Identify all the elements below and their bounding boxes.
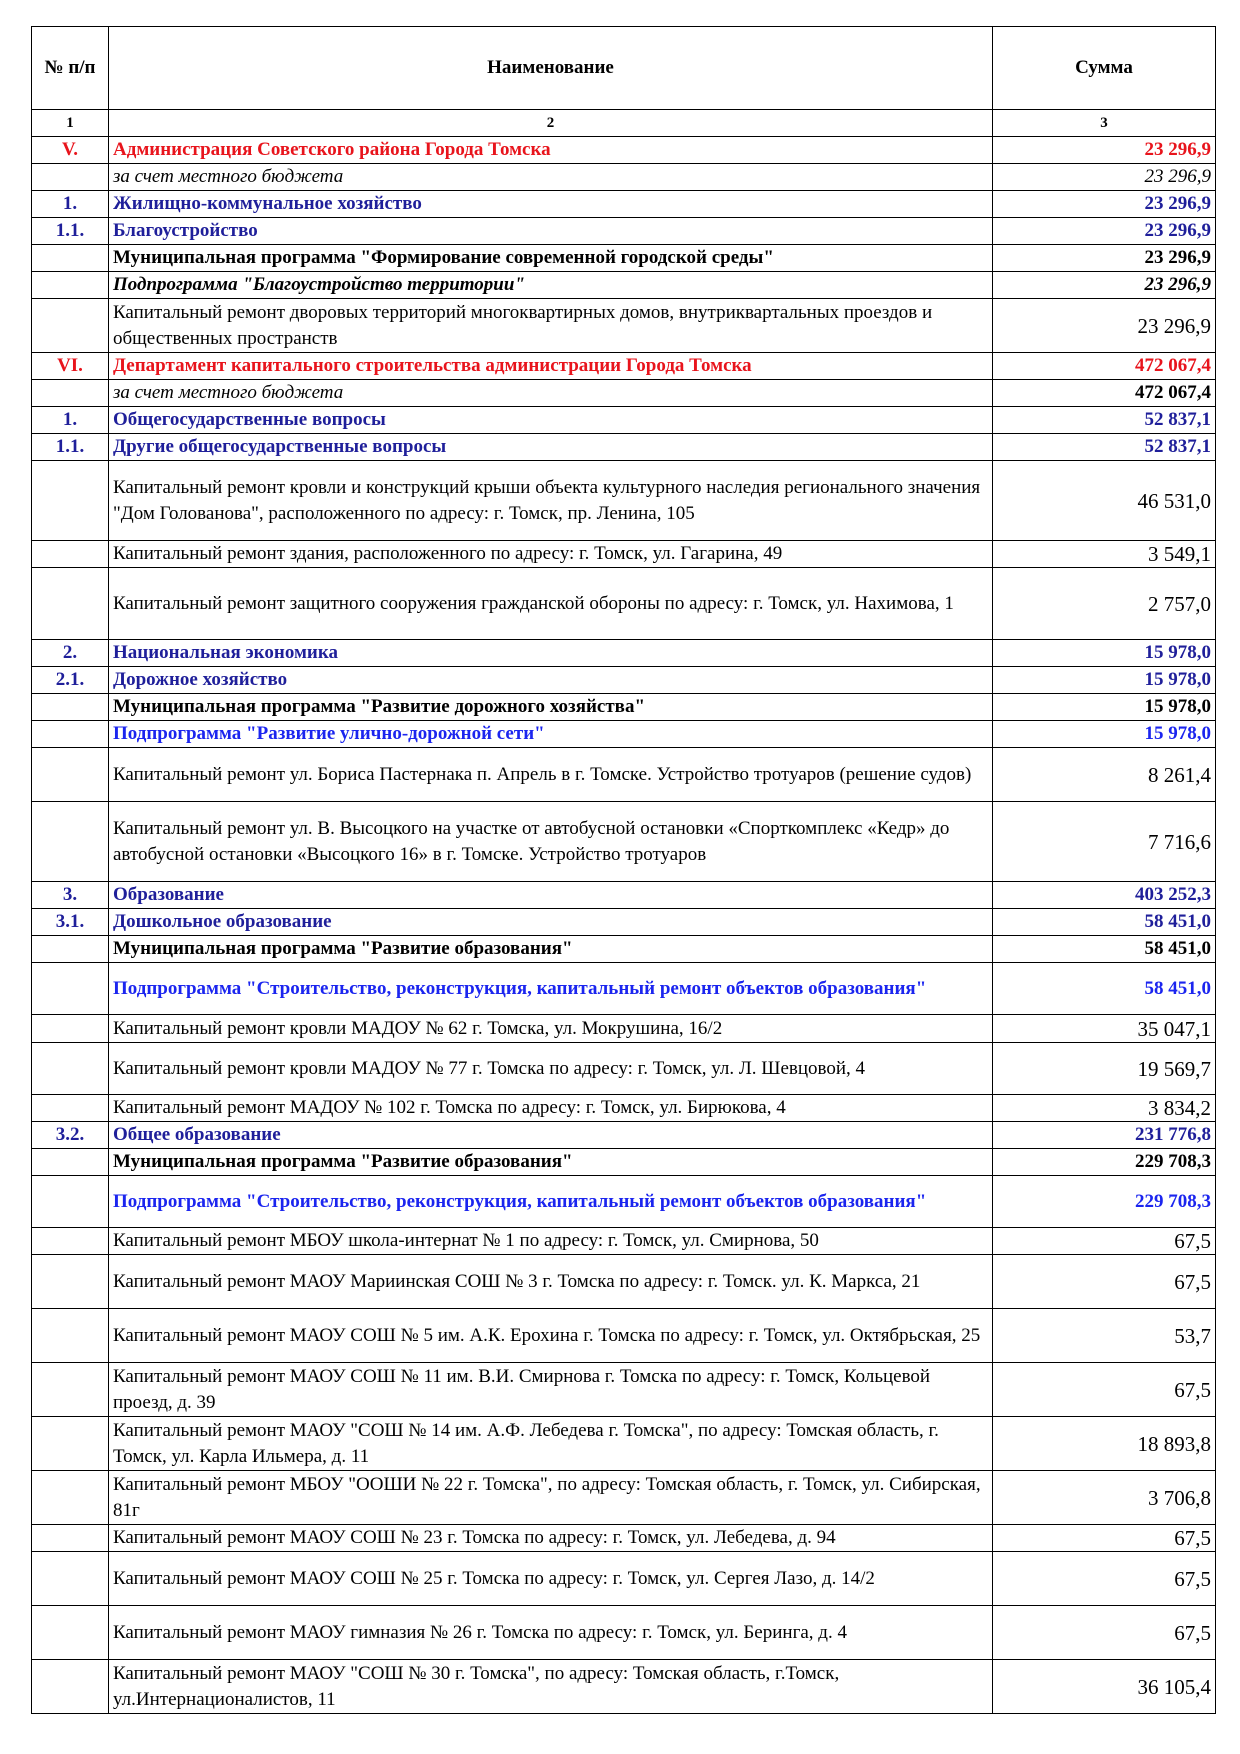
row-name: Капитальный ремонт МБОУ школа-интернат № 1 по адресу: г. Томск, ул. Смирнова, 50 xyxy=(109,1228,993,1255)
row-number xyxy=(32,1471,109,1525)
table-row xyxy=(32,245,1216,272)
row-number xyxy=(32,1525,109,1552)
row-sum: 67,5 xyxy=(993,1228,1216,1255)
row-sum: 23 296,9 xyxy=(993,272,1216,299)
table-row xyxy=(32,1309,1216,1363)
column-index-3: 3 xyxy=(993,110,1216,137)
row-name: Капитальный ремонт дворовых территорий многоквартирных домов, внутриквартальных проездов и общественных пространств xyxy=(109,299,993,353)
row-sum: 67,5 xyxy=(993,1606,1216,1660)
row-number: 3.1. xyxy=(32,909,109,936)
column-index-1: 1 xyxy=(32,110,109,137)
row-sum: 46 531,0 xyxy=(993,461,1216,541)
table-row xyxy=(32,1228,1216,1255)
row-number xyxy=(32,1660,109,1714)
row-name: Дорожное хозяйство xyxy=(109,667,993,694)
row-sum: 52 837,1 xyxy=(993,407,1216,434)
row-sum: 3 549,1 xyxy=(993,541,1216,568)
header-sum: Сумма xyxy=(993,27,1216,110)
row-number: 2. xyxy=(32,640,109,667)
row-number: 1. xyxy=(32,191,109,218)
row-sum: 8 261,4 xyxy=(993,748,1216,802)
table-row xyxy=(32,694,1216,721)
row-number: 2.1. xyxy=(32,667,109,694)
table-row xyxy=(32,1552,1216,1606)
row-number xyxy=(32,380,109,407)
row-number xyxy=(32,1043,109,1095)
row-name: Благоустройство xyxy=(109,218,993,245)
table-row xyxy=(32,191,1216,218)
budget-table xyxy=(31,26,1216,1714)
table-row xyxy=(32,936,1216,963)
row-name: Капитальный ремонт кровли МАДОУ № 77 г. Томска по адресу: г. Томск, ул. Л. Шевцовой, 4 xyxy=(109,1043,993,1095)
row-sum: 15 978,0 xyxy=(993,721,1216,748)
row-sum: 67,5 xyxy=(993,1552,1216,1606)
row-number: 3.2. xyxy=(32,1122,109,1149)
table-row xyxy=(32,721,1216,748)
row-name: Образование xyxy=(109,882,993,909)
table-row xyxy=(32,353,1216,380)
row-name: Капитальный ремонт МАОУ СОШ № 25 г. Томска по адресу: г. Томск, ул. Сергея Лазо, д. 14/2 xyxy=(109,1552,993,1606)
row-sum: 67,5 xyxy=(993,1363,1216,1417)
row-name: Общегосударственные вопросы xyxy=(109,407,993,434)
row-number xyxy=(32,1015,109,1043)
row-sum: 229 708,3 xyxy=(993,1176,1216,1228)
column-index-row xyxy=(32,110,1216,137)
row-number xyxy=(32,1552,109,1606)
row-sum: 18 893,8 xyxy=(993,1417,1216,1471)
row-number xyxy=(32,1309,109,1363)
table-row xyxy=(32,164,1216,191)
table-row xyxy=(32,909,1216,936)
row-number xyxy=(32,164,109,191)
row-sum: 58 451,0 xyxy=(993,936,1216,963)
table-row xyxy=(32,882,1216,909)
column-index-2: 2 xyxy=(109,110,993,137)
row-sum: 2 757,0 xyxy=(993,568,1216,640)
row-number xyxy=(32,1363,109,1417)
row-sum: 231 776,8 xyxy=(993,1122,1216,1149)
table-row xyxy=(32,461,1216,541)
row-number xyxy=(32,1176,109,1228)
row-name: Подпрограмма "Благоустройство территории" xyxy=(109,272,993,299)
row-name: Капитальный ремонт МАОУ Мариинская СОШ № 3 г. Томска по адресу: г. Томск. ул. К. Маркса, 21 xyxy=(109,1255,993,1309)
table-row xyxy=(32,802,1216,882)
row-name: Капитальный ремонт МБОУ "ООШИ № 22 г. Томска", по адресу: Томская область, г. Томск, ул. Сибирская, 81г xyxy=(109,1471,993,1525)
row-number: VI. xyxy=(32,353,109,380)
table-row xyxy=(32,272,1216,299)
row-name: Жилищно-коммунальное хозяйство xyxy=(109,191,993,218)
table-row xyxy=(32,1043,1216,1095)
row-number: V. xyxy=(32,137,109,164)
row-name: Капитальный ремонт МАДОУ № 102 г. Томска по адресу: г. Томск, ул. Бирюкова, 4 xyxy=(109,1095,993,1122)
table-row xyxy=(32,1149,1216,1176)
row-name: Подпрограмма "Строительство, реконструкция, капитальный ремонт объектов образования" xyxy=(109,1176,993,1228)
table-row xyxy=(32,1471,1216,1525)
row-name: за счет местного бюджета xyxy=(109,164,993,191)
table-row xyxy=(32,1255,1216,1309)
row-number: 1.1. xyxy=(32,434,109,461)
row-number xyxy=(32,272,109,299)
table-row xyxy=(32,434,1216,461)
row-sum: 15 978,0 xyxy=(993,694,1216,721)
table-row xyxy=(32,1606,1216,1660)
row-sum: 403 252,3 xyxy=(993,882,1216,909)
row-sum: 229 708,3 xyxy=(993,1149,1216,1176)
table-row xyxy=(32,1015,1216,1043)
row-sum: 472 067,4 xyxy=(993,353,1216,380)
row-number xyxy=(32,1095,109,1122)
table-row xyxy=(32,1095,1216,1122)
row-sum: 36 105,4 xyxy=(993,1660,1216,1714)
row-sum: 23 296,9 xyxy=(993,299,1216,353)
row-name: Департамент капитального строительства администрации Города Томска xyxy=(109,353,993,380)
row-name: Капитальный ремонт здания, расположенного по адресу: г. Томск, ул. Гагарина, 49 xyxy=(109,541,993,568)
row-name: Капитальный ремонт кровли и конструкций крыши объекта культурного наследия регионального значения "Дом Голованова", расположенного по адресу: г. Томск, пр. Ленина, 105 xyxy=(109,461,993,541)
table-row xyxy=(32,1660,1216,1714)
row-number xyxy=(32,1417,109,1471)
row-number: 1.1. xyxy=(32,218,109,245)
row-number xyxy=(32,541,109,568)
row-sum: 3 706,8 xyxy=(993,1471,1216,1525)
table-row xyxy=(32,299,1216,353)
row-sum: 52 837,1 xyxy=(993,434,1216,461)
row-sum: 19 569,7 xyxy=(993,1043,1216,1095)
table-row xyxy=(32,1417,1216,1471)
row-name: Муниципальная программа "Развитие образования" xyxy=(109,936,993,963)
row-name: Муниципальная программа "Развитие образования" xyxy=(109,1149,993,1176)
row-name: Капитальный ремонт ул. Бориса Пастернака п. Апрель в г. Томске. Устройство тротуаров (решение судов) xyxy=(109,748,993,802)
table-row xyxy=(32,963,1216,1015)
row-name: Дошкольное образование xyxy=(109,909,993,936)
row-name: Общее образование xyxy=(109,1122,993,1149)
table-row xyxy=(32,380,1216,407)
table-row xyxy=(32,667,1216,694)
row-number xyxy=(32,936,109,963)
row-name: Капитальный ремонт МАОУ СОШ № 23 г. Томска по адресу: г. Томск, ул. Лебедева, д. 94 xyxy=(109,1525,993,1552)
row-number: 1. xyxy=(32,407,109,434)
row-sum: 23 296,9 xyxy=(993,218,1216,245)
row-number xyxy=(32,299,109,353)
table-body xyxy=(32,137,1216,1714)
row-name: Капитальный ремонт ул. В. Высоцкого на участке от автобусной остановки «Спорткомплекс «Кедр» до автобусной остановки «Высоцкого 16» в г. Томске. Устройство тротуаров xyxy=(109,802,993,882)
row-sum: 23 296,9 xyxy=(993,137,1216,164)
row-name: Подпрограмма "Строительство, реконструкция, капитальный ремонт объектов образования" xyxy=(109,963,993,1015)
row-number xyxy=(32,694,109,721)
table-row xyxy=(32,218,1216,245)
row-name: за счет местного бюджета xyxy=(109,380,993,407)
row-number xyxy=(32,245,109,272)
row-number xyxy=(32,802,109,882)
header-num: № п/п xyxy=(32,27,109,110)
row-sum: 23 296,9 xyxy=(993,245,1216,272)
row-sum: 67,5 xyxy=(993,1525,1216,1552)
row-number xyxy=(32,748,109,802)
header-row xyxy=(32,27,1216,110)
row-name: Капитальный ремонт МАОУ СОШ № 5 им. А.К. Ерохина г. Томска по адресу: г. Томск, ул. Октябрьская, 25 xyxy=(109,1309,993,1363)
row-name: Администрация Советского района Города Томска xyxy=(109,137,993,164)
row-name: Капитальный ремонт МАОУ "СОШ № 30 г. Томска", по адресу: Томская область, г.Томск, ул.Интернационалистов, 11 xyxy=(109,1660,993,1714)
table-row xyxy=(32,1176,1216,1228)
row-sum: 53,7 xyxy=(993,1309,1216,1363)
row-number xyxy=(32,721,109,748)
table-row xyxy=(32,568,1216,640)
row-sum: 23 296,9 xyxy=(993,164,1216,191)
row-sum: 15 978,0 xyxy=(993,667,1216,694)
row-name: Другие общегосударственные вопросы xyxy=(109,434,993,461)
row-name: Муниципальная программа "Развитие дорожного хозяйства" xyxy=(109,694,993,721)
row-sum: 35 047,1 xyxy=(993,1015,1216,1043)
table-row xyxy=(32,1122,1216,1149)
row-sum: 472 067,4 xyxy=(993,380,1216,407)
row-number xyxy=(32,1149,109,1176)
row-sum: 7 716,6 xyxy=(993,802,1216,882)
table-row xyxy=(32,748,1216,802)
row-name: Муниципальная программа "Формирование современной городской среды" xyxy=(109,245,993,272)
table-row xyxy=(32,1525,1216,1552)
row-sum: 3 834,2 xyxy=(993,1095,1216,1122)
row-number xyxy=(32,461,109,541)
row-number xyxy=(32,1606,109,1660)
row-name: Капитальный ремонт МАОУ СОШ № 11 им. В.И. Смирнова г. Томска по адресу: г. Томск, Кольцевой проезд, д. 39 xyxy=(109,1363,993,1417)
row-sum: 67,5 xyxy=(993,1255,1216,1309)
row-name: Капитальный ремонт МАОУ гимназия № 26 г. Томска по адресу: г. Томск, ул. Беринга, д. 4 xyxy=(109,1606,993,1660)
row-name: Капитальный ремонт МАОУ "СОШ № 14 им. А.Ф. Лебедева г. Томска", по адресу: Томская область, г. Томск, ул. Карла Ильмера, д. 11 xyxy=(109,1417,993,1471)
row-sum: 58 451,0 xyxy=(993,909,1216,936)
row-number xyxy=(32,1228,109,1255)
row-name: Национальная экономика xyxy=(109,640,993,667)
row-number xyxy=(32,568,109,640)
table-row xyxy=(32,1363,1216,1417)
row-sum: 15 978,0 xyxy=(993,640,1216,667)
header-name: Наименование xyxy=(109,27,993,110)
table-row xyxy=(32,541,1216,568)
row-sum: 58 451,0 xyxy=(993,963,1216,1015)
table-row xyxy=(32,407,1216,434)
row-number xyxy=(32,963,109,1015)
table-row xyxy=(32,137,1216,164)
row-name: Капитальный ремонт защитного сооружения гражданской обороны по адресу: г. Томск, ул. Нахимова, 1 xyxy=(109,568,993,640)
table-row xyxy=(32,640,1216,667)
row-name: Подпрограмма "Развитие улично-дорожной сети" xyxy=(109,721,993,748)
row-name: Капитальный ремонт кровли МАДОУ № 62 г. Томска, ул. Мокрушина, 16/2 xyxy=(109,1015,993,1043)
row-number: 3. xyxy=(32,882,109,909)
row-sum: 23 296,9 xyxy=(993,191,1216,218)
row-number xyxy=(32,1255,109,1309)
